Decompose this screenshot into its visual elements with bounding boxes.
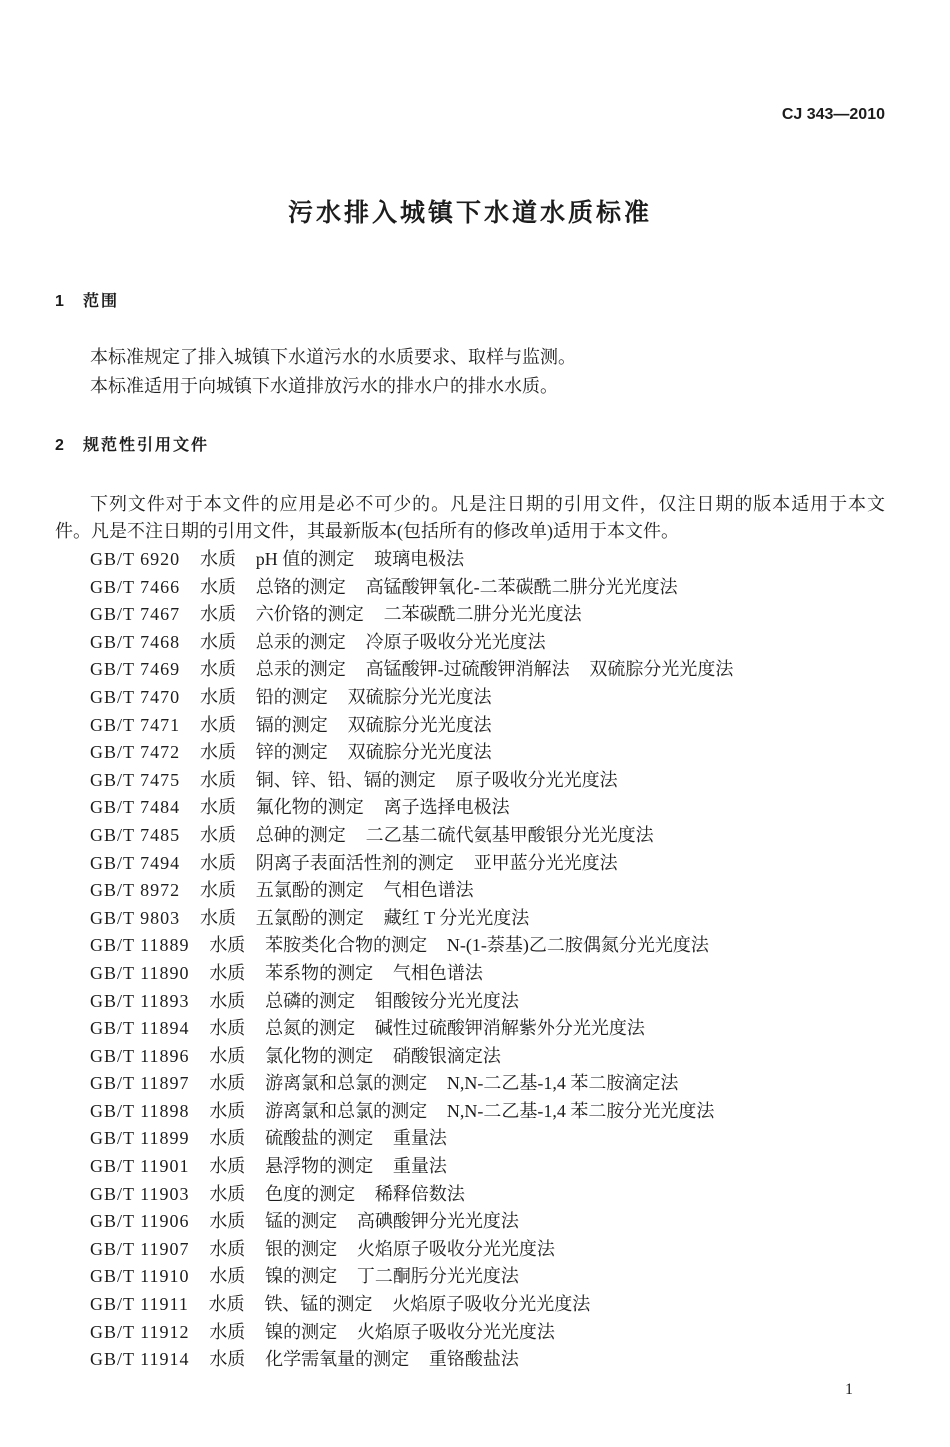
reference-subject: 水质 xyxy=(209,1100,246,1121)
scope-line: 本标准规定了排入城镇下水道污水的水质要求、取样与监测。 xyxy=(90,347,576,367)
reference-code: GB/T 7475 xyxy=(90,769,181,790)
reference-item xyxy=(90,1015,885,1043)
section-number: 2 xyxy=(55,437,64,454)
reference-part: 总汞的测定 xyxy=(255,631,346,652)
references-intro-paragraph xyxy=(55,491,885,545)
reference-part: 锰的测定 xyxy=(265,1211,338,1232)
reference-item xyxy=(90,932,885,960)
reference-part: 苯胺类化合物的测定 xyxy=(265,935,428,956)
reference-part: 火焰原子吸收分光光度法 xyxy=(356,1238,555,1259)
reference-item xyxy=(90,960,885,988)
reference-code: GB/T 11893 xyxy=(90,990,190,1011)
reference-part: pH 值的测定 xyxy=(255,549,355,569)
reference-part: N-(1-萘基)乙二胺偶氮分光光度法 xyxy=(446,935,709,956)
reference-code: GB/T 11889 xyxy=(90,935,190,956)
reference-code: GB/T 11907 xyxy=(90,1238,190,1259)
reference-item xyxy=(90,1263,885,1291)
reference-subject: 水质 xyxy=(209,1349,246,1370)
reference-item xyxy=(90,574,885,602)
reference-item xyxy=(90,988,885,1016)
reference-part: 镍的测定 xyxy=(265,1266,338,1287)
reference-part: 二乙基二硫代氨基甲酸银分光光度法 xyxy=(365,824,654,845)
standard-number: CJ 343—2010 xyxy=(781,106,885,123)
reference-part: 游离氯和总氯的测定 xyxy=(265,1100,428,1121)
reference-item xyxy=(90,1125,885,1153)
reference-code: GB/T 11903 xyxy=(90,1183,190,1204)
reference-part: 亚甲蓝分光光度法 xyxy=(473,852,618,873)
reference-part: 硫酸盐的测定 xyxy=(265,1128,374,1149)
section-number: 1 xyxy=(55,293,64,310)
reference-code: GB/T 7470 xyxy=(90,686,181,707)
reference-part: N,N-二乙基-1,4 苯二胺滴定法 xyxy=(446,1073,679,1094)
reference-part: 总氮的测定 xyxy=(265,1018,356,1039)
document-title: 污水排入城镇下水道水质标准 xyxy=(287,199,652,227)
reference-code: GB/T 7468 xyxy=(90,631,181,652)
reference-code: GB/T 7472 xyxy=(90,742,181,763)
reference-code: GB/T 7494 xyxy=(90,852,181,873)
reference-subject: 水质 xyxy=(209,1238,246,1259)
reference-list xyxy=(90,546,885,1374)
reference-part: 锌的测定 xyxy=(255,742,328,763)
reference-part: 冷原子吸收分光光度法 xyxy=(365,631,546,652)
reference-part: N,N-二乙基-1,4 苯二胺分光光度法 xyxy=(446,1100,715,1121)
reference-subject: 水质 xyxy=(199,880,236,901)
reference-item xyxy=(90,1070,885,1098)
reference-item xyxy=(90,684,885,712)
reference-part: 原子吸收分光光度法 xyxy=(455,769,618,790)
reference-item xyxy=(90,1208,885,1236)
reference-part: 阴离子表面活性剂的测定 xyxy=(255,852,454,873)
reference-code: GB/T 7471 xyxy=(90,714,181,735)
reference-subject: 水质 xyxy=(209,1183,246,1204)
reference-item xyxy=(90,601,885,629)
reference-subject: 水质 xyxy=(209,1211,246,1232)
reference-part: 总汞的测定 xyxy=(255,659,346,680)
reference-code: GB/T 11897 xyxy=(90,1073,190,1094)
reference-code: GB/T 7466 xyxy=(90,576,181,597)
reference-part: 苯系物的测定 xyxy=(265,962,374,983)
reference-item xyxy=(90,1043,885,1071)
reference-part: 玻璃电极法 xyxy=(374,549,465,569)
reference-subject: 水质 xyxy=(199,714,236,735)
reference-subject: 水质 xyxy=(209,962,246,983)
reference-subject: 水质 xyxy=(209,935,246,956)
reference-item xyxy=(90,1181,885,1209)
reference-part: 银的测定 xyxy=(265,1238,338,1259)
reference-part: 双硫腙分光光度法 xyxy=(347,714,492,735)
intro-line: 件。凡是不注日期的引用文件，其最新版本(包括所有的修改单)适用于本文件。 xyxy=(55,521,679,541)
reference-subject: 水质 xyxy=(199,769,236,790)
reference-part: 总磷的测定 xyxy=(265,990,356,1011)
reference-part: 镍的测定 xyxy=(265,1321,338,1342)
reference-code: GB/T 11911 xyxy=(90,1294,189,1315)
reference-part: 双硫腙分光光度法 xyxy=(347,742,492,763)
reference-part: 重量法 xyxy=(392,1128,447,1149)
reference-subject: 水质 xyxy=(199,742,236,763)
reference-part: 离子选择电极法 xyxy=(383,797,510,818)
section-heading-references xyxy=(55,435,455,457)
reference-part: 火焰原子吸收分光光度法 xyxy=(356,1321,555,1342)
reference-part: 五氯酚的测定 xyxy=(255,907,364,928)
scope-line: 本标准适用于向城镇下水道排放污水的排水户的排水水质。 xyxy=(90,376,558,396)
reference-code: GB/T 11894 xyxy=(90,1018,190,1039)
reference-code: GB/T 8972 xyxy=(90,880,181,901)
reference-subject: 水质 xyxy=(199,907,236,928)
reference-code: GB/T 11914 xyxy=(90,1349,190,1370)
intro-line: 下列文件对于本文件的应用是必不可少的。凡是注日期的引用文件，仅注日期的版本适用于本文 xyxy=(90,494,885,514)
reference-part: 碱性过硫酸钾消解紫外分光光度法 xyxy=(374,1018,645,1039)
reference-item xyxy=(90,546,885,574)
reference-item xyxy=(90,1098,885,1126)
reference-part: 二苯碳酰二肼分光光度法 xyxy=(383,604,582,625)
reference-item xyxy=(90,656,885,684)
section-title: 规范性引用文件 xyxy=(83,437,210,454)
reference-item xyxy=(90,905,885,933)
reference-subject: 水质 xyxy=(209,1156,246,1177)
reference-subject: 水质 xyxy=(199,631,236,652)
reference-part: 高碘酸钾分光光度法 xyxy=(356,1211,519,1232)
reference-subject: 水质 xyxy=(199,824,236,845)
reference-code: GB/T 7469 xyxy=(90,659,181,680)
reference-part: 火焰原子吸收分光光度法 xyxy=(392,1294,591,1315)
reference-subject: 水质 xyxy=(209,1045,246,1066)
reference-code: GB/T 11896 xyxy=(90,1045,190,1066)
reference-item xyxy=(90,1319,885,1347)
reference-subject: 水质 xyxy=(199,797,236,818)
reference-part: 气相色谱法 xyxy=(383,880,474,901)
reference-code: GB/T 11906 xyxy=(90,1211,190,1232)
reference-subject: 水质 xyxy=(209,1321,246,1342)
reference-subject: 水质 xyxy=(209,990,246,1011)
reference-code: GB/T 9803 xyxy=(90,907,181,928)
reference-item xyxy=(90,877,885,905)
reference-part: 高锰酸钾氧化-二苯碳酰二肼分光光度法 xyxy=(365,576,678,597)
reference-subject: 水质 xyxy=(208,1294,245,1315)
reference-subject: 水质 xyxy=(199,549,236,569)
page-number: 1 xyxy=(845,1381,853,1398)
reference-part: 悬浮物的测定 xyxy=(265,1156,374,1177)
reference-subject: 水质 xyxy=(209,1128,246,1149)
reference-code: GB/T 7484 xyxy=(90,797,181,818)
reference-part: 氯化物的测定 xyxy=(265,1045,374,1066)
reference-part: 氟化物的测定 xyxy=(255,797,364,818)
reference-code: GB/T 11899 xyxy=(90,1128,190,1149)
reference-part: 总铬的测定 xyxy=(255,576,346,597)
reference-part: 游离氯和总氯的测定 xyxy=(265,1073,428,1094)
reference-part: 镉的测定 xyxy=(255,714,328,735)
reference-subject: 水质 xyxy=(199,686,236,707)
reference-code: GB/T 7467 xyxy=(90,604,181,625)
reference-part: 高锰酸钾-过硫酸钾消解法 xyxy=(365,659,570,680)
reference-code: GB/T 11898 xyxy=(90,1100,190,1121)
reference-part: 化学需氧量的测定 xyxy=(265,1349,410,1370)
reference-subject: 水质 xyxy=(209,1018,246,1039)
reference-part: 五氯酚的测定 xyxy=(255,880,364,901)
reference-subject: 水质 xyxy=(199,659,236,680)
reference-subject: 水质 xyxy=(209,1073,246,1094)
reference-item xyxy=(90,1291,885,1319)
reference-part: 藏红 T 分光光度法 xyxy=(383,907,530,928)
reference-code: GB/T 11890 xyxy=(90,962,190,983)
reference-item xyxy=(90,767,885,795)
reference-part: 重量法 xyxy=(392,1156,447,1177)
reference-part: 双硫腙分光光度法 xyxy=(347,686,492,707)
reference-subject: 水质 xyxy=(199,604,236,625)
reference-item xyxy=(90,739,885,767)
scope-paragraphs xyxy=(90,343,885,401)
reference-subject: 水质 xyxy=(199,852,236,873)
reference-part: 丁二酮肟分光光度法 xyxy=(356,1266,519,1287)
reference-item xyxy=(90,629,885,657)
reference-part: 六价铬的测定 xyxy=(255,604,364,625)
reference-subject: 水质 xyxy=(209,1266,246,1287)
reference-item xyxy=(90,850,885,878)
reference-part: 重铬酸盐法 xyxy=(428,1349,519,1370)
reference-code: GB/T 11910 xyxy=(90,1266,190,1287)
section-title: 范围 xyxy=(83,293,120,310)
reference-part: 铁、锰的测定 xyxy=(264,1294,373,1315)
reference-part: 双硫腙分光光度法 xyxy=(589,659,734,680)
reference-part: 色度的测定 xyxy=(265,1183,356,1204)
reference-item xyxy=(90,1346,885,1374)
reference-part: 总砷的测定 xyxy=(255,824,346,845)
reference-item xyxy=(90,822,885,850)
reference-part: 稀释倍数法 xyxy=(374,1183,465,1204)
reference-part: 硝酸银滴定法 xyxy=(392,1045,501,1066)
reference-part: 气相色谱法 xyxy=(392,962,483,983)
reference-item xyxy=(90,794,885,822)
reference-item xyxy=(90,712,885,740)
reference-subject: 水质 xyxy=(199,576,236,597)
reference-part: 钼酸铵分光光度法 xyxy=(374,990,519,1011)
reference-part: 铅的测定 xyxy=(255,686,328,707)
reference-part: 铜、锌、铅、镉的测定 xyxy=(255,769,436,790)
reference-item xyxy=(90,1236,885,1264)
reference-code: GB/T 11901 xyxy=(90,1156,190,1177)
section-heading-scope xyxy=(55,291,455,313)
reference-item xyxy=(90,1153,885,1181)
reference-code: GB/T 6920 xyxy=(90,549,181,569)
reference-code: GB/T 11912 xyxy=(90,1321,190,1342)
reference-code: GB/T 7485 xyxy=(90,824,181,845)
